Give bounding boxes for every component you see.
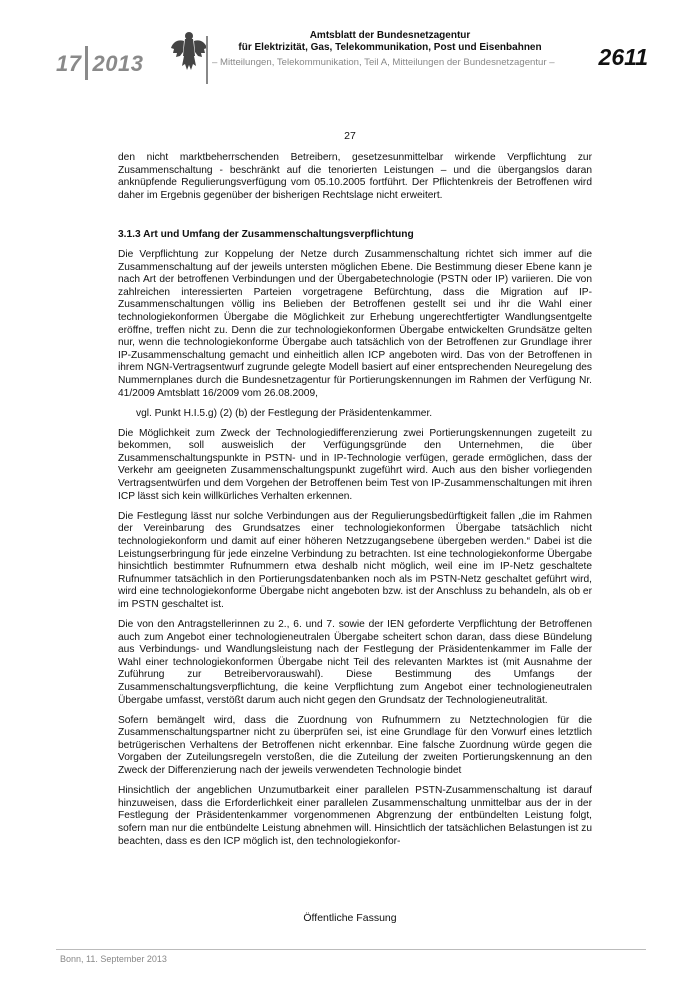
federal-eagle-icon bbox=[170, 30, 208, 74]
agency-name bbox=[210, 30, 570, 54]
agency-line-1: Amtsblatt der Bundesnetzagentur bbox=[309, 30, 471, 41]
document-body bbox=[118, 152, 592, 856]
public-version-label: Öffentliche Fassung bbox=[303, 912, 397, 924]
paragraph-6: Hinsichtlich der angeblichen Unzumutbarkeit einer parallelen PSTN-Zusammenschaltung ist darauf hinzuweisen, dass die Erforderlichkeit einer parallelen Zusammenschaltung unmittelbar aus der in der Festlegung der Präsidentenkammer vorgenommenen Abgrenzung der entbündelten Leistung folgt, sofern man nur die entbündelte Leistung abnehmen will. Hinsichtlich der tatsächlichen Belastungen ist zu beachten, dass es den ICP möglich ist, den technologiekonfor- bbox=[118, 785, 592, 847]
page-number: 2611 bbox=[598, 44, 648, 70]
issue-label bbox=[56, 46, 143, 80]
paragraph-4: Die von den Antragstellerinnen zu 2., 6. und 7. sowie der IEN geforderte Verpflichtung der Betroffenen auch zum Angebot einer technologieneutralen Übergabe scheitert schon daran, dass diese Bündelung aus Verbindungs- und Wandlungsleistung nach der Festlegung der Präsidentenkammer im Falle der Wahl einer technologiekonformen Übergabe nicht Teil des relevanten Marktes ist (mit Ausnahme der Zuführung zur Betreibervorauswahl). Diese Bestimmung des Umfangs der Zusammenschaltungsverpflichtung, die keine Verpflichtung zum Angebot einer technologieneutralen Übergabe umfasst, verstößt darum auch nicht gegen den Grundsatz der Technologieneutralität. bbox=[118, 619, 592, 706]
issue-year: 2013 bbox=[92, 51, 144, 76]
publication-subline: – Mitteilungen, Telekommunikation, Teil A, Mitteilungen der Bundesnetzagentur – bbox=[212, 57, 555, 68]
intro-paragraph: den nicht marktbeherrschenden Betreibern, gesetzesunmittelbar wirkende Verpflichtung zur Zusammenschaltung - beschränkt auf die tenorierten Leistungen – und die übergangslos daran anknüpfende Regulierungsverfügung vom 05.10.2005 fortführt. Der Pflichtenkreis der Betroffenen wird daher im Ergebnis gegenüber der bisherigen Rechtslage nicht erweitert. bbox=[118, 152, 592, 201]
reference-line: vgl. Punkt H.I.5.g) (2) (b) der Festlegung der Präsidentenkammer. bbox=[136, 407, 433, 419]
issue-number: 17 bbox=[56, 51, 82, 76]
document-page-number: 27 bbox=[344, 130, 356, 142]
agency-line-2: für Elektrizität, Gas, Telekommunikation, Post und Eisenbahnen bbox=[238, 42, 542, 53]
section-heading: 3.1.3 Art und Umfang der Zusammenschaltungsverpflichtung bbox=[118, 229, 414, 241]
page-header bbox=[0, 0, 700, 95]
paragraph-5: Sofern bemängelt wird, dass die Zuordnung von Rufnummern zu Netztechnologien für die Zusammenschaltungspartner nicht zu überprüfen sei, ist eine Grundlage für den Vorwurf eines letztlich betrügerischen Verhaltens der Betroffenen nicht erkennbar. Eine falsche Zuordnung würde gegen die Vorgaben der Zuteilungsregeln verstoßen, die die Zuteilung der zweiten Portierungskennung an den Zweck der Differenzierung nach der jeweils verwendeten Technologie bindet bbox=[118, 714, 592, 777]
paragraph-1: Die Verpflichtung zur Koppelung der Netze durch Zusammenschaltung richtet sich immer auf die Zusammenschaltung auf der jeweils untersten möglichen Ebene. Die Bestimmung dieser Ebene kann je nach Art der betroffenen Verbindungen und der Übergabetechnologie (PSTN oder IP) variieren. Die von zahlreichen interessierten Parteien vorgetragene Befürchtung, dass die Migration auf IP-Zusammenschaltungen völlig ins Belieben der Betroffenen gestellt sei und ihr die Wahl einer technologiekonformen Übergabe die Möglichkeit zur Erhebung ungerechtfertigter Wandlungsentgelte eröffne, treffen nicht zu. Denn die zur technologiekonformen Übergabe entwickelten Grundsätze gelten nur, wenn die technologiekonforme Übergabe auch tatsächlich von der Betroffenen zur Grundlage ihrer IP-Zusammenschaltung gemacht und einheitlich allen ICP angeboten wird. Das von der Betroffenen in ihrem NGN-Vertragsentwurf zugrunde gelegte Modell basiert auf einer entsprechenden Neuregelung des Nummernplanes durch die Bundesnetzagentur für Portierungskennungen im Rahmen der Verfügung Nr. 41/2009 Amtsblatt 16/2009 vom 26.08.2009, bbox=[118, 248, 592, 399]
paragraph-3: Die Festlegung lässt nur solche Verbindungen aus der Regulierungsbedürftigkeit fallen „die im Rahmen der Vereinbarung des Grundsatzes einer technologiekonformen Übergabe tatsächlich nicht technologiekonform und damit auf einer höheren Netzzugangsebene übergeben werden.“ Dabei ist die Leistungserbringung für jede einzelne Verbindung zu betrachten. Ist eine technologiekonforme Übergabe hinsichtlich bestimmter Rufnummern etwa deshalb nicht möglich, weil eine im IP-Netz geschaltete Rufnummer tatsächlich in den Portierungsdatenbanken noch als im PSTN-Netz geschaltet geführt wird, wird eine technologiekonforme Übergabe nicht angeboten bzw. ist der Anschluss zu behandeln, als ob er im PSTN geschaltet ist. bbox=[118, 510, 592, 610]
footer-divider bbox=[56, 949, 646, 950]
issue-divider bbox=[85, 46, 88, 80]
header-divider bbox=[206, 36, 208, 84]
footer-date: Bonn, 11. September 2013 bbox=[60, 954, 167, 964]
paragraph-2: Die Möglichkeit zum Zweck der Technologiedifferenzierung zwei Portierungskennungen zugeteilt zu bekommen, soll ausweislich der Verfügungsgründe den Unternehmen, die über Zusammenschaltungspunkte in PSTN- und in IP-Technologie verfügen, gerade ermöglichen, dass der Verkehr am geeigneten Zusammenschaltungspunkt zugeführt wird. Auch aus den bisher vorliegenden Vertragsentwürfen und dem Vorgehen der Betroffenen beim Test von IP-Zusammenschaltungen mit ihren ICP lässt sich kein willkürliches Verhalten erkennen. bbox=[118, 427, 592, 502]
